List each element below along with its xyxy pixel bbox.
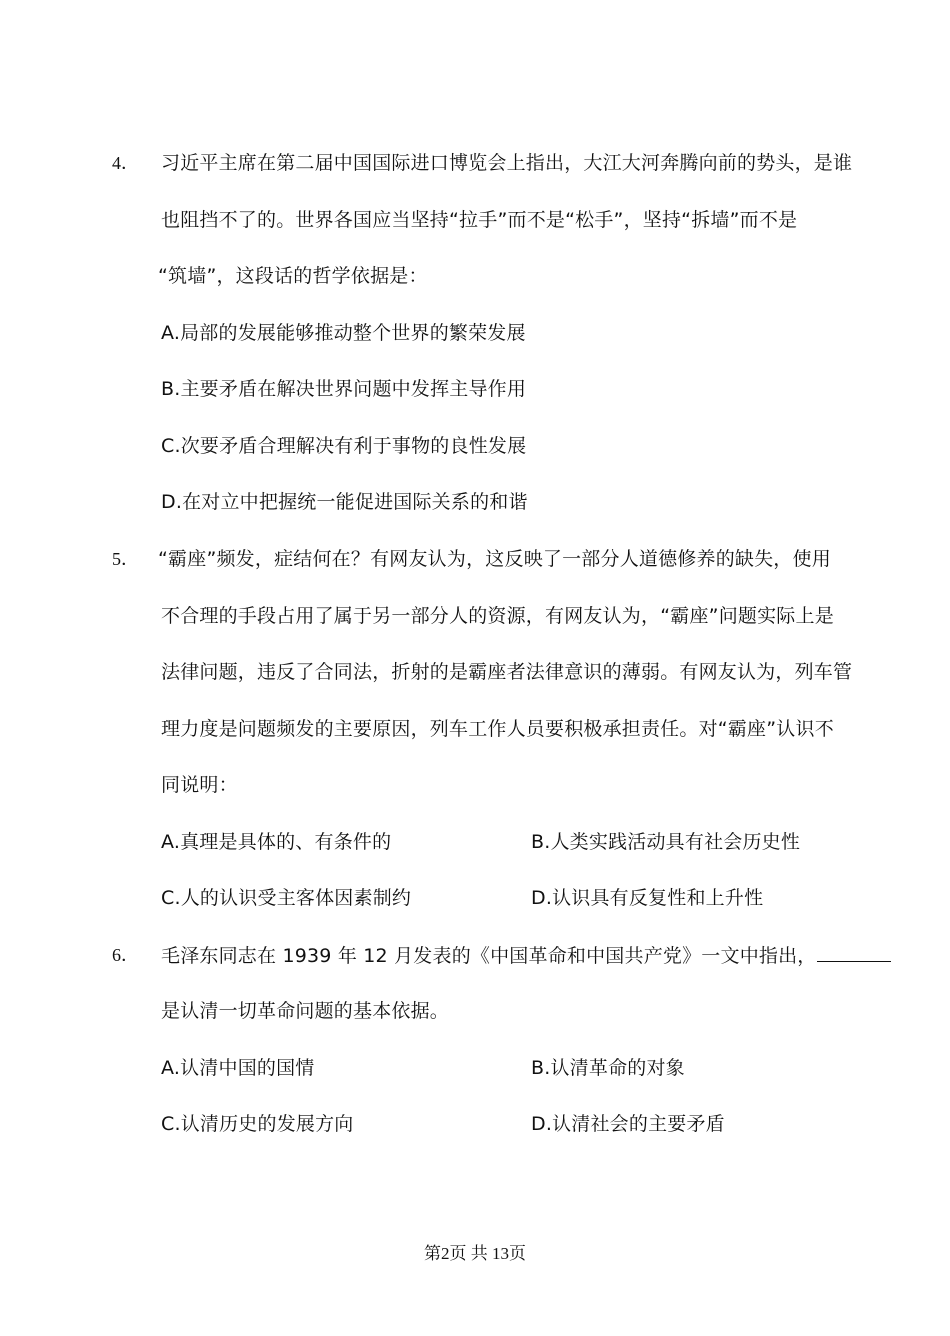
question-number: 5．: [112, 549, 139, 569]
option-d: D.认识具有反复性和上升性: [531, 887, 764, 909]
question-stem-line: 不合理的手段占用了属于另一部分人的资源，有网友认为，“霸座”问题实际上是: [161, 605, 834, 627]
question-stem-line: 是认清一切革命问题的基本依据。: [161, 1000, 450, 1022]
question-stem-line: 法律问题，违反了合同法，折射的是霸座者法律意识的薄弱。有网友认为，列车管: [161, 661, 853, 683]
page-footer: 第2页 共 13页: [424, 1244, 526, 1263]
option-d: D.认清社会的主要矛盾: [531, 1113, 725, 1135]
option-b: B.主要矛盾在解决世界问题中发挥主导作用: [161, 378, 527, 400]
question-stem-line: “霸座”频发，症结何在？有网友认为，这反映了一部分人道德修养的缺失，使用: [158, 548, 831, 570]
option-d: D.在对立中把握统一能促进国际关系的和谐: [161, 491, 528, 513]
option-c: C.人的认识受主客体因素制约: [161, 887, 412, 909]
option-c: C.认清历史的发展方向: [161, 1113, 354, 1135]
option-a: A.局部的发展能够推动整个世界的繁荣发展: [161, 322, 526, 344]
question-stem-text: 毛泽东同志在 1939 年 12 月发表的《中国革命和中国共产党》一文中指出，: [161, 945, 817, 967]
question-stem-line: 理力度是问题频发的主要原因，列车工作人员要积极承担责任。对“霸座”认识不: [161, 718, 834, 740]
option-a: A.认清中国的国情: [161, 1057, 315, 1079]
question-number: 6．: [112, 945, 139, 965]
option-c: C.次要矛盾合理解决有利于事物的良性发展: [161, 435, 527, 457]
option-b: B.人类实践活动具有社会历史性: [531, 831, 801, 853]
question-stem-line: “筑墙”，这段话的哲学依据是：: [158, 265, 428, 287]
question-stem-line: 习近平主席在第二届中国国际进口博览会上指出，大江大河奔腾向前的势头，是谁: [161, 152, 853, 174]
option-b: B.认清革命的对象: [531, 1057, 685, 1079]
question-stem-line: 同说明：: [161, 774, 238, 796]
question-number: 4．: [112, 153, 139, 173]
question-stem-line: 也阻挡不了的。世界各国应当坚持“拉手”而不是“松手”，坚持“拆墙”而不是: [161, 209, 798, 231]
question-stem-line: [161, 943, 891, 968]
answer-blank: [817, 943, 891, 962]
option-a: A.真理是具体的、有条件的: [161, 831, 392, 853]
